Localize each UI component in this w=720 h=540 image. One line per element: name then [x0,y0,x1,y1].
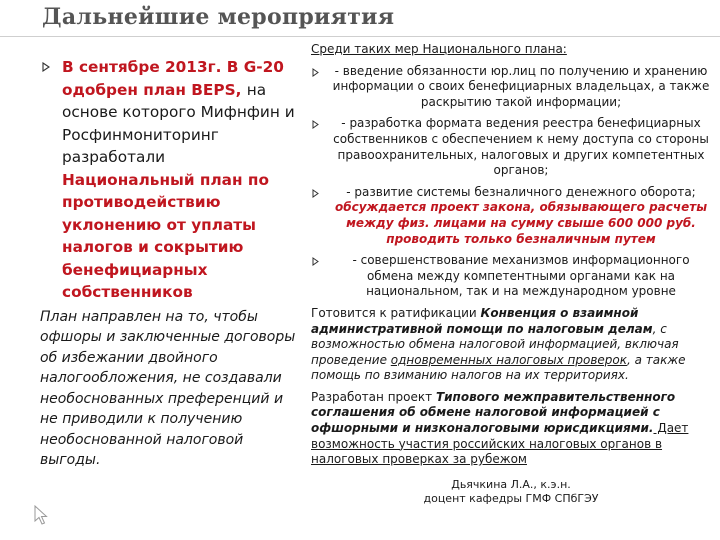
author-name: Дьячкина Л.А., к.э.н. [451,477,571,491]
measure-text: - введение обязанности юр.лиц по получению и хранению информации о своих бенефициарных владельцах, а также раскрытию такой информации; [332,63,710,109]
convention-paragraph [311,306,711,384]
convention-text: , а также помощь по взиманию налогов на их территориях. [311,352,686,383]
right-column [311,42,711,506]
beps-approval-text: В сентябре 2013г. В G-20 одобрен план BEPS, [62,58,284,99]
developers-text: на основе которого Мифнфин и Росфинмониторинг разработали [62,80,295,166]
agreement-paragraph [311,390,711,468]
measure-item [311,185,711,247]
author-position: доцент кафедры ГМФ СПбГЭУ [423,491,599,505]
agreement-text: Разработан проект [311,389,436,404]
agreement-name: Типового межправительственного соглашения об обмене налоговой информацией с офшорными и низконалоговыми юрисдикциями. [311,389,676,436]
national-plan-text: Национальный план по противодействию уклонению от уплаты налогов и сокрытию бенефициарных собственников [62,170,269,301]
triangle-bullet-icon [312,257,319,266]
main-bullet [40,56,302,304]
triangle-bullet-icon [42,62,50,72]
simultaneous-audits-text: одновременных налоговых проверок [390,352,627,367]
measure-item [311,116,711,178]
measure-item [311,64,711,111]
agreement-outcome-text: Дает возможность участия российских налоговых органов в налоговых проверках за рубежом [311,421,689,467]
convention-text: , с возможностью обмена налоговой информацией, включая проведение [311,321,679,367]
measure-text: - совершенствование механизмов информационного обмена между компетентными органами как на национальном, так и на международном уровне [352,253,690,299]
cashless-law-note: обсуждается проект закона, обязывающего расчеты между физ. лицами на сумму свыше 600 000 руб. проводить только безналичным путем [334,200,708,246]
measures-intro: Среди таких мер Национального плана: [311,42,567,56]
measure-text: - разработка формата ведения реестра бенефициарных собственников с обеспечением к нему доступа со стороны правоохранительных, налоговых и других компетентных органов; [333,116,709,178]
triangle-bullet-icon [312,120,319,129]
left-column [40,56,302,471]
convention-name: Конвенция о взаимной административной помощи по налоговым делам [311,305,653,336]
triangle-bullet-icon [312,189,319,198]
triangle-bullet-icon [312,68,319,77]
measure-item [311,253,711,300]
plan-purpose-paragraph: План направлен на то, чтобы офшоры и заключенные договоры об избежании двойного налогообложения, не создавали необоснованных преференций и не приводили к получению необоснованной налоговой выгоды. [40,308,296,468]
convention-text: Готовится к ратификации [311,305,481,320]
author-credit [311,478,711,506]
page-title: Дальнейшие мероприятия [42,4,395,30]
arrow-pointer-icon[interactable] [34,505,48,529]
measure-text: - развитие системы безналичного денежного оборота; [346,184,696,199]
title-divider [0,36,720,37]
